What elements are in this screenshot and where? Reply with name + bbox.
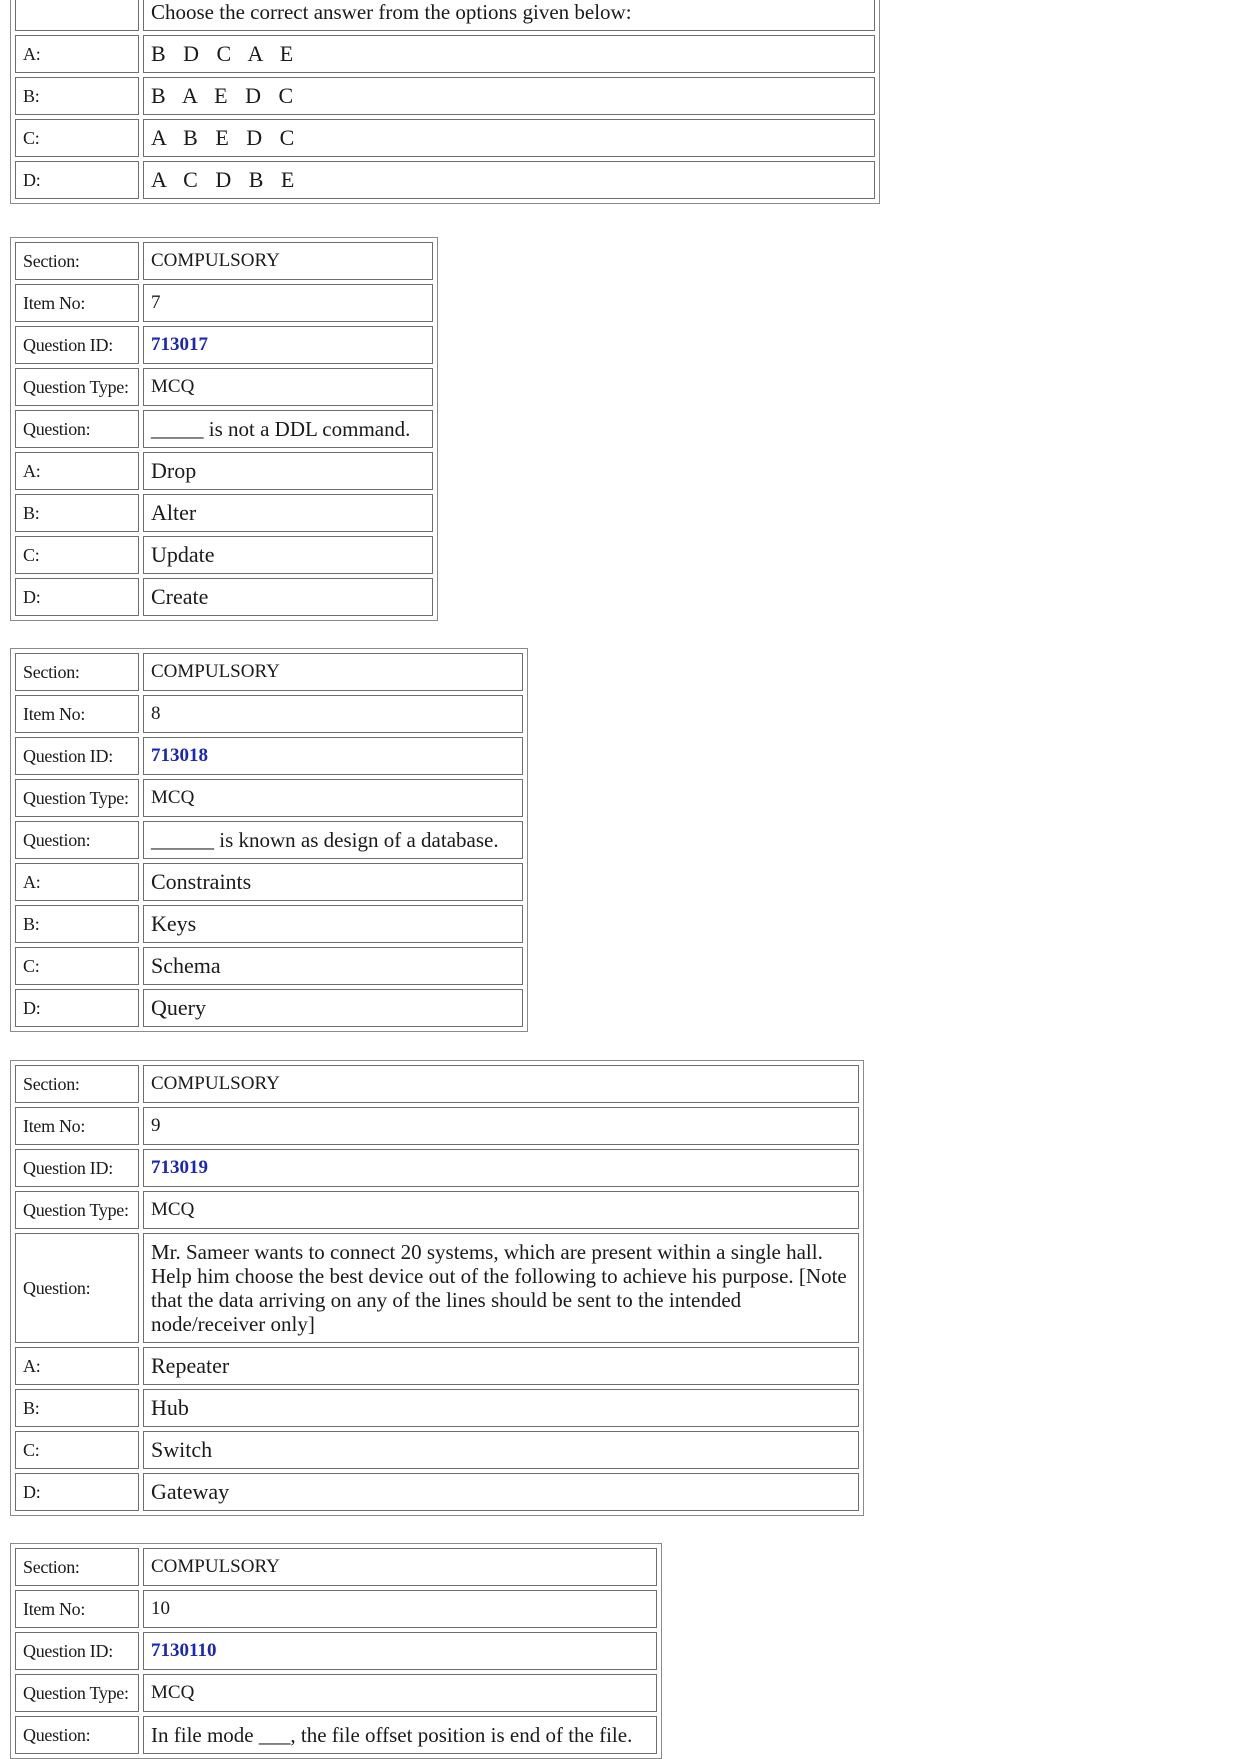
section-label: Section:	[15, 653, 139, 691]
option-c: A B E D C	[143, 119, 875, 157]
question-table-10	[10, 1543, 662, 1759]
option-a-label: A:	[15, 452, 139, 490]
question-text: ______ is known as design of a database.	[143, 821, 523, 859]
question-type-label: Question Type:	[15, 368, 139, 406]
question-table-9	[10, 1060, 864, 1516]
question-instruction: Choose the correct answer from the options given below:	[143, 0, 875, 31]
option-b-label: B:	[15, 905, 139, 943]
question-type-value: MCQ	[143, 1674, 657, 1712]
question-type-value: MCQ	[143, 779, 523, 817]
item-no-value: 10	[143, 1590, 657, 1628]
question-id-label: Question ID:	[15, 1632, 139, 1670]
question-label: Question:	[15, 410, 139, 448]
empty-label-cell	[15, 0, 139, 31]
option-d-label: D:	[15, 161, 139, 199]
option-a-label: A:	[15, 35, 139, 73]
option-d: A C D B E	[143, 161, 875, 199]
question-type-value: MCQ	[143, 368, 433, 406]
option-b: Alter	[143, 494, 433, 532]
question-id-value: 7130110	[143, 1632, 657, 1670]
option-a: Constraints	[143, 863, 523, 901]
question-label: Question:	[15, 1233, 139, 1343]
section-value: COMPULSORY	[143, 1065, 859, 1103]
question-id-label: Question ID:	[15, 737, 139, 775]
option-d: Gateway	[143, 1473, 859, 1511]
option-a: B D C A E	[143, 35, 875, 73]
option-c-label: C:	[15, 536, 139, 574]
question-table-fragment	[10, 0, 880, 204]
option-d: Create	[143, 578, 433, 616]
section-label: Section:	[15, 242, 139, 280]
option-a: Repeater	[143, 1347, 859, 1385]
option-c: Schema	[143, 947, 523, 985]
question-type-label: Question Type:	[15, 1674, 139, 1712]
question-id-value: 713019	[143, 1149, 859, 1187]
option-a-label: A:	[15, 863, 139, 901]
option-d-label: D:	[15, 989, 139, 1027]
option-c: Switch	[143, 1431, 859, 1469]
option-b: Keys	[143, 905, 523, 943]
item-no-label: Item No:	[15, 284, 139, 322]
item-no-value: 9	[143, 1107, 859, 1145]
question-text: _____ is not a DDL command.	[143, 410, 433, 448]
section-value: COMPULSORY	[143, 242, 433, 280]
question-id-label: Question ID:	[15, 1149, 139, 1187]
option-c: Update	[143, 536, 433, 574]
question-table-7	[10, 237, 438, 621]
section-value: COMPULSORY	[143, 653, 523, 691]
question-id-value: 713018	[143, 737, 523, 775]
item-no-label: Item No:	[15, 1107, 139, 1145]
option-b: B A E D C	[143, 77, 875, 115]
question-type-label: Question Type:	[15, 779, 139, 817]
option-d-label: D:	[15, 1473, 139, 1511]
question-label: Question:	[15, 1716, 139, 1754]
question-table-8	[10, 648, 528, 1032]
option-b-label: B:	[15, 494, 139, 532]
item-no-label: Item No:	[15, 695, 139, 733]
option-b: Hub	[143, 1389, 859, 1427]
question-text: In file mode ___, the file offset position is end of the file.	[143, 1716, 657, 1754]
option-c-label: C:	[15, 119, 139, 157]
question-type-value: MCQ	[143, 1191, 859, 1229]
option-d-label: D:	[15, 578, 139, 616]
section-label: Section:	[15, 1065, 139, 1103]
item-no-value: 7	[143, 284, 433, 322]
item-no-label: Item No:	[15, 1590, 139, 1628]
item-no-value: 8	[143, 695, 523, 733]
option-b-label: B:	[15, 1389, 139, 1427]
option-a: Drop	[143, 452, 433, 490]
option-b-label: B:	[15, 77, 139, 115]
question-id-label: Question ID:	[15, 326, 139, 364]
section-label: Section:	[15, 1548, 139, 1586]
question-label: Question:	[15, 821, 139, 859]
option-c-label: C:	[15, 947, 139, 985]
question-id-value: 713017	[143, 326, 433, 364]
option-d: Query	[143, 989, 523, 1027]
question-type-label: Question Type:	[15, 1191, 139, 1229]
option-c-label: C:	[15, 1431, 139, 1469]
option-a-label: A:	[15, 1347, 139, 1385]
section-value: COMPULSORY	[143, 1548, 657, 1586]
question-text: Mr. Sameer wants to connect 20 systems, which are present within a single hall. Help him choose the best device out of the following to achieve his purpose. [Note that the data arriving on any of the lines should be sent to the intended node/receiver only]	[143, 1233, 859, 1343]
